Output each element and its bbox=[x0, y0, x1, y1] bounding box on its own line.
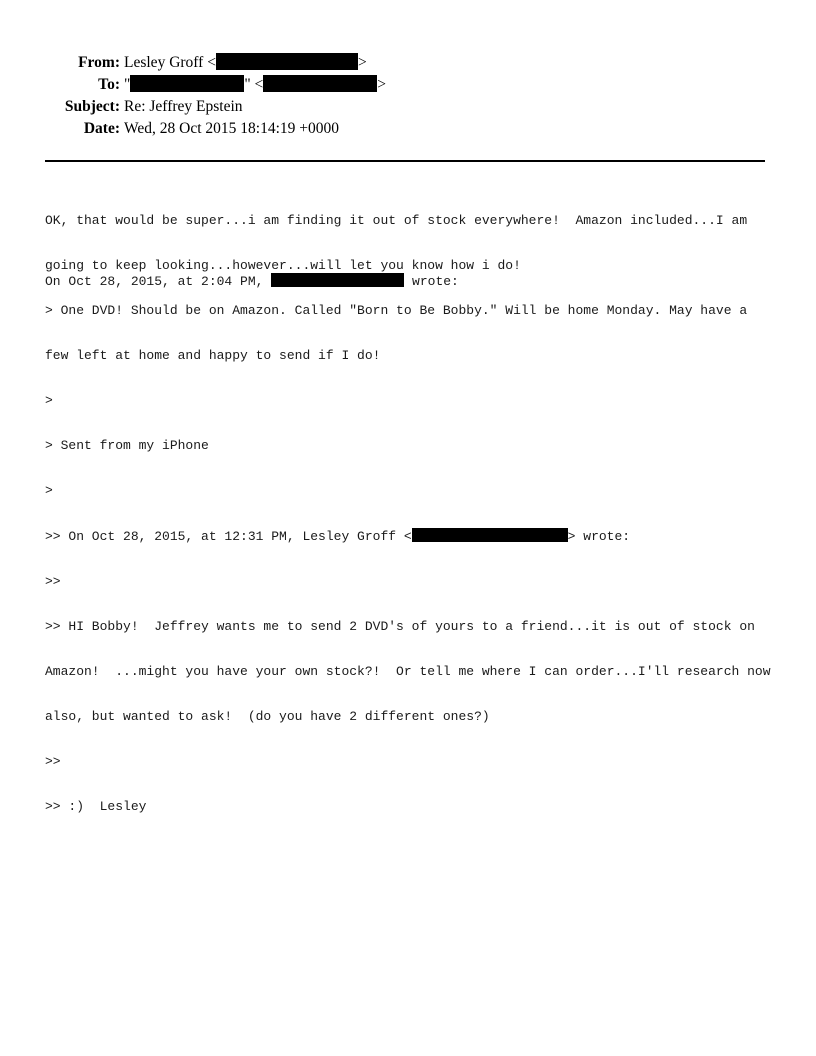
to-value bbox=[124, 74, 386, 96]
quote-line: > bbox=[45, 483, 53, 498]
quote-line: >> HI Bobby! Jeffrey wants me to send 2 DVD's of yours to a friend...it is out of stock on bbox=[45, 619, 755, 634]
date-label: Date: bbox=[83, 120, 120, 137]
to-close: > bbox=[377, 76, 387, 93]
from-row bbox=[0, 52, 816, 74]
quote-line: Amazon! ...might you have your own stock?! Or tell me where I can order...I'll research now bbox=[45, 664, 771, 679]
to-row bbox=[0, 74, 816, 96]
email-header bbox=[0, 52, 816, 140]
attribution-prefix: On Oct 28, 2015, at 2:04 PM, bbox=[45, 274, 272, 289]
to-label: To: bbox=[98, 76, 120, 93]
redaction-block bbox=[130, 75, 244, 92]
date-row bbox=[0, 118, 816, 140]
from-value bbox=[124, 52, 367, 74]
redaction-block bbox=[216, 53, 358, 70]
quote-line: also, but wanted to ask! (do you have 2 different ones?) bbox=[45, 709, 490, 724]
nested-attribution-line bbox=[45, 528, 785, 544]
nested-attribution-suffix: > wrote: bbox=[567, 529, 631, 544]
subject-row bbox=[0, 96, 816, 118]
quote-signature: >> :) Lesley bbox=[45, 799, 147, 814]
nested-attribution-prefix: >> On Oct 28, 2015, at 12:31 PM, Lesley Groff < bbox=[45, 529, 412, 544]
redaction-block bbox=[412, 528, 568, 542]
subject-value: Re: Jeffrey Epstein bbox=[124, 98, 243, 115]
quote-line: > One DVD! Should be on Amazon. Called "Born to Be Bobby." Will be home Monday. May have a bbox=[45, 303, 748, 318]
quote-line: > Sent from my iPhone bbox=[45, 438, 209, 453]
header-divider bbox=[45, 160, 765, 162]
quote-line: >> bbox=[45, 754, 61, 769]
attribution-suffix: wrote: bbox=[404, 274, 459, 289]
body-line: OK, that would be super...i am finding it out of stock everywhere! Amazon included...I am bbox=[45, 213, 748, 228]
to-mid: " < bbox=[244, 76, 264, 93]
from-label: From: bbox=[78, 54, 120, 71]
to-open-quote: " bbox=[124, 76, 131, 93]
body-line: going to keep looking...however...will let you know how i do! bbox=[45, 258, 521, 273]
quote-line: few left at home and happy to send if I do! bbox=[45, 348, 381, 363]
redaction-block bbox=[263, 75, 377, 92]
subject-label: Subject: bbox=[64, 98, 120, 115]
from-close: > bbox=[357, 54, 367, 71]
quote-line: > bbox=[45, 393, 53, 408]
quoted-message bbox=[45, 273, 785, 829]
quote-line: >> bbox=[45, 574, 61, 589]
from-name: Lesley Groff < bbox=[124, 54, 216, 71]
date-value: Wed, 28 Oct 2015 18:14:19 +0000 bbox=[124, 120, 340, 137]
